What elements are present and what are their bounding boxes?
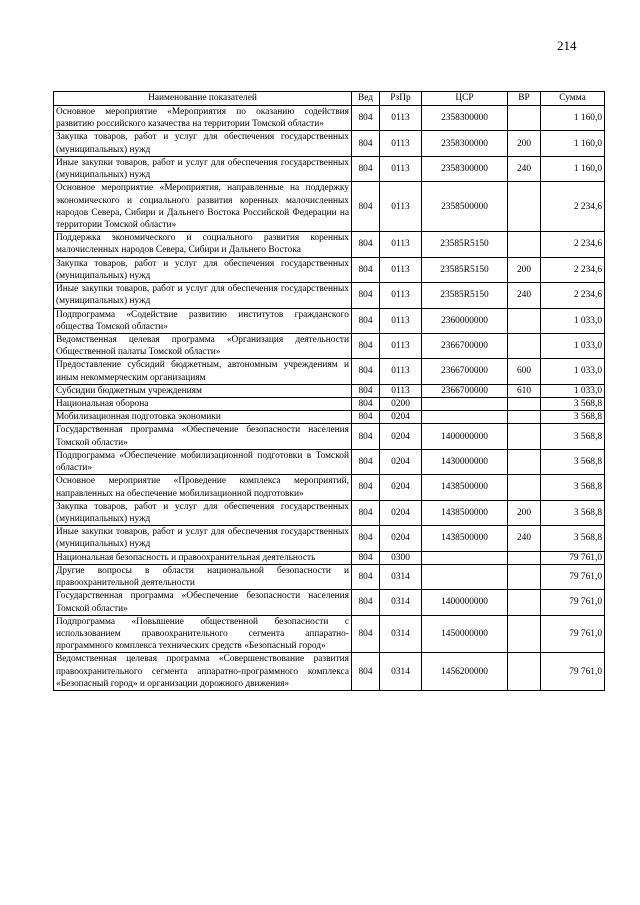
row-name: Подпрограмма «Повышение общественной безопасности с использованием правоохранительного сегмента аппаратно-программного комплекса технических средств «Безопасный город» — [54, 615, 352, 653]
table-row — [54, 333, 605, 358]
row-name: Ведомственная целевая программа «Организация деятельности Общественной палаты Томской области» — [54, 333, 352, 358]
row-vr: 240 — [508, 283, 541, 308]
row-rzpr: 0113 — [380, 106, 422, 131]
row-name: Государственная программа «Обеспечение безопасности населения Томской области» — [54, 424, 352, 449]
row-csr: 2358300000 — [422, 131, 508, 156]
row-rzpr: 0204 — [380, 500, 422, 525]
row-sum: 3 568,8 — [541, 424, 605, 449]
row-csr: 1400000000 — [422, 590, 508, 615]
table-row — [54, 232, 605, 257]
row-rzpr: 0113 — [380, 283, 422, 308]
row-ved: 804 — [352, 333, 380, 358]
row-sum: 2 234,6 — [541, 257, 605, 282]
row-ved: 804 — [352, 449, 380, 474]
header-sum: Сумма — [541, 92, 605, 106]
row-vr — [508, 590, 541, 615]
row-name: Иные закупки товаров, работ и услуг для обеспечения государственных (муниципальных) нужд — [54, 283, 352, 308]
row-csr: 1450000000 — [422, 615, 508, 653]
row-sum: 79 761,0 — [541, 551, 605, 564]
table-header-row — [54, 92, 605, 106]
row-rzpr: 0314 — [380, 564, 422, 589]
row-name: Основное мероприятие «Проведение комплекса мероприятий, направленных на обеспечение мобилизационной подготовки» — [54, 475, 352, 500]
row-name: Ведомственная целевая программа «Совершенствование развития правоохранительного сегмента аппаратно-программного комплекса «Безопасный город» и организации дорожного движения» — [54, 653, 352, 691]
table-row — [54, 653, 605, 691]
row-sum: 79 761,0 — [541, 615, 605, 653]
row-vr: 240 — [508, 526, 541, 551]
row-ved: 804 — [352, 359, 380, 384]
header-csr: ЦСР — [422, 92, 508, 106]
row-sum: 3 568,8 — [541, 526, 605, 551]
row-vr — [508, 424, 541, 449]
row-vr — [508, 232, 541, 257]
row-name: Иные закупки товаров, работ и услуг для обеспечения государственных (муниципальных) нужд — [54, 526, 352, 551]
row-rzpr: 0200 — [380, 398, 422, 411]
table-row — [54, 449, 605, 474]
row-sum: 1 160,0 — [541, 106, 605, 131]
row-sum: 1 160,0 — [541, 131, 605, 156]
row-sum: 3 568,8 — [541, 411, 605, 424]
table-row — [54, 615, 605, 653]
row-rzpr: 0113 — [380, 384, 422, 397]
row-ved: 804 — [352, 653, 380, 691]
row-sum: 3 568,8 — [541, 449, 605, 474]
row-vr — [508, 475, 541, 500]
row-rzpr: 0300 — [380, 551, 422, 564]
row-vr — [508, 564, 541, 589]
row-vr — [508, 333, 541, 358]
row-ved: 804 — [352, 232, 380, 257]
row-name: Предоставление субсидий бюджетным, автономным учреждениям и иным некоммерческим организациям — [54, 359, 352, 384]
row-rzpr: 0113 — [380, 232, 422, 257]
row-ved: 804 — [352, 411, 380, 424]
row-ved: 804 — [352, 551, 380, 564]
table-row — [54, 131, 605, 156]
header-name: Наименование показателей — [54, 92, 352, 106]
row-csr: 1456200000 — [422, 653, 508, 691]
row-ved: 804 — [352, 590, 380, 615]
row-rzpr: 0113 — [380, 257, 422, 282]
row-vr — [508, 615, 541, 653]
table-row — [54, 283, 605, 308]
row-vr: 240 — [508, 156, 541, 181]
row-csr: 2358500000 — [422, 182, 508, 232]
row-vr: 610 — [508, 384, 541, 397]
table-row — [54, 182, 605, 232]
row-name: Субсидии бюджетным учреждениям — [54, 384, 352, 397]
row-sum: 2 234,6 — [541, 283, 605, 308]
table-row — [54, 590, 605, 615]
row-rzpr: 0204 — [380, 411, 422, 424]
row-ved: 804 — [352, 500, 380, 525]
table-row — [54, 398, 605, 411]
row-sum: 79 761,0 — [541, 564, 605, 589]
row-vr — [508, 411, 541, 424]
row-vr — [508, 106, 541, 131]
row-name: Закупка товаров, работ и услуг для обеспечения государственных (муниципальных) нужд — [54, 257, 352, 282]
row-sum: 79 761,0 — [541, 590, 605, 615]
header-vr: ВР — [508, 92, 541, 106]
row-rzpr: 0204 — [380, 475, 422, 500]
row-csr: 23585R5150 — [422, 232, 508, 257]
row-ved: 804 — [352, 131, 380, 156]
row-ved: 804 — [352, 384, 380, 397]
table-row — [54, 526, 605, 551]
row-csr — [422, 564, 508, 589]
row-name: Подпрограмма «Содействие развитию институтов гражданского общества Томской области» — [54, 308, 352, 333]
table-row — [54, 424, 605, 449]
table-row — [54, 411, 605, 424]
page-number: 214 — [557, 38, 577, 53]
row-name: Поддержка экономического и социального развития коренных малочисленных народов Севера, Сибири и Дальнего Востока — [54, 232, 352, 257]
header-rzpr: РзПр — [380, 92, 422, 106]
row-vr — [508, 308, 541, 333]
row-sum: 1 033,0 — [541, 308, 605, 333]
row-vr: 200 — [508, 500, 541, 525]
row-sum: 1 033,0 — [541, 359, 605, 384]
table-row — [54, 106, 605, 131]
table-row — [54, 551, 605, 564]
row-rzpr: 0314 — [380, 590, 422, 615]
row-sum: 3 568,8 — [541, 500, 605, 525]
table-row — [54, 475, 605, 500]
row-vr: 600 — [508, 359, 541, 384]
row-ved: 804 — [352, 283, 380, 308]
row-ved: 804 — [352, 156, 380, 181]
row-ved: 804 — [352, 182, 380, 232]
row-rzpr: 0314 — [380, 653, 422, 691]
row-csr: 1430000000 — [422, 449, 508, 474]
row-rzpr: 0113 — [380, 359, 422, 384]
row-rzpr: 0113 — [380, 333, 422, 358]
row-vr — [508, 398, 541, 411]
table-row — [54, 564, 605, 589]
row-csr: 1438500000 — [422, 500, 508, 525]
row-csr: 2360000000 — [422, 308, 508, 333]
row-vr — [508, 551, 541, 564]
row-csr: 1438500000 — [422, 475, 508, 500]
row-rzpr: 0113 — [380, 308, 422, 333]
row-name: Национальная оборона — [54, 398, 352, 411]
row-name: Государственная программа «Обеспечение безопасности населения Томской области» — [54, 590, 352, 615]
row-vr — [508, 182, 541, 232]
row-csr: 2358300000 — [422, 106, 508, 131]
row-csr: 1438500000 — [422, 526, 508, 551]
row-ved: 804 — [352, 257, 380, 282]
row-ved: 804 — [352, 398, 380, 411]
row-rzpr: 0204 — [380, 526, 422, 551]
header-ved: Вед — [352, 92, 380, 106]
row-ved: 804 — [352, 564, 380, 589]
table-row — [54, 308, 605, 333]
row-rzpr: 0204 — [380, 424, 422, 449]
row-ved: 804 — [352, 106, 380, 131]
row-csr — [422, 551, 508, 564]
row-ved: 804 — [352, 424, 380, 449]
row-rzpr: 0204 — [380, 449, 422, 474]
row-csr: 2366700000 — [422, 333, 508, 358]
row-rzpr: 0113 — [380, 156, 422, 181]
row-sum: 2 234,6 — [541, 182, 605, 232]
table-row — [54, 257, 605, 282]
row-csr: 2358300000 — [422, 156, 508, 181]
row-name: Основное мероприятие «Мероприятия, направленные на поддержку экономического и социального развития коренных малочисленных народов Севера, Сибири и Дальнего Востока Российской Федерации на территории Томской области» — [54, 182, 352, 232]
row-name: Другие вопросы в области национальной безопасности и правоохранительной деятельности — [54, 564, 352, 589]
row-name: Основное мероприятие «Мероприятия по оказанию содействия развитию российского казачества на территории Томской области» — [54, 106, 352, 131]
row-rzpr: 0113 — [380, 131, 422, 156]
budget-table — [53, 91, 605, 691]
row-vr — [508, 449, 541, 474]
table-row — [54, 500, 605, 525]
table-row — [54, 384, 605, 397]
row-sum: 79 761,0 — [541, 653, 605, 691]
row-ved: 804 — [352, 308, 380, 333]
row-ved: 804 — [352, 475, 380, 500]
row-sum: 1 033,0 — [541, 333, 605, 358]
row-csr — [422, 411, 508, 424]
row-csr: 2366700000 — [422, 359, 508, 384]
row-rzpr: 0113 — [380, 182, 422, 232]
row-name: Подпрограмма «Обеспечение мобилизационной подготовки в Томской области» — [54, 449, 352, 474]
row-csr: 23585R5150 — [422, 283, 508, 308]
row-name: Мобилизационная подготовка экономики — [54, 411, 352, 424]
row-name: Национальная безопасность и правоохранительная деятельность — [54, 551, 352, 564]
table-row — [54, 156, 605, 181]
row-csr: 2366700000 — [422, 384, 508, 397]
row-sum: 2 234,6 — [541, 232, 605, 257]
row-ved: 804 — [352, 615, 380, 653]
row-sum: 3 568,8 — [541, 398, 605, 411]
row-ved: 804 — [352, 526, 380, 551]
row-csr: 1400000000 — [422, 424, 508, 449]
row-rzpr: 0314 — [380, 615, 422, 653]
table-row — [54, 359, 605, 384]
row-csr: 23585R5150 — [422, 257, 508, 282]
row-vr: 200 — [508, 131, 541, 156]
row-sum: 3 568,8 — [541, 475, 605, 500]
row-name: Закупка товаров, работ и услуг для обеспечения государственных (муниципальных) нужд — [54, 131, 352, 156]
row-sum: 1 160,0 — [541, 156, 605, 181]
row-name: Иные закупки товаров, работ и услуг для обеспечения государственных (муниципальных) нужд — [54, 156, 352, 181]
row-csr — [422, 398, 508, 411]
row-vr — [508, 653, 541, 691]
row-vr: 200 — [508, 257, 541, 282]
row-sum: 1 033,0 — [541, 384, 605, 397]
row-name: Закупка товаров, работ и услуг для обеспечения государственных (муниципальных) нужд — [54, 500, 352, 525]
